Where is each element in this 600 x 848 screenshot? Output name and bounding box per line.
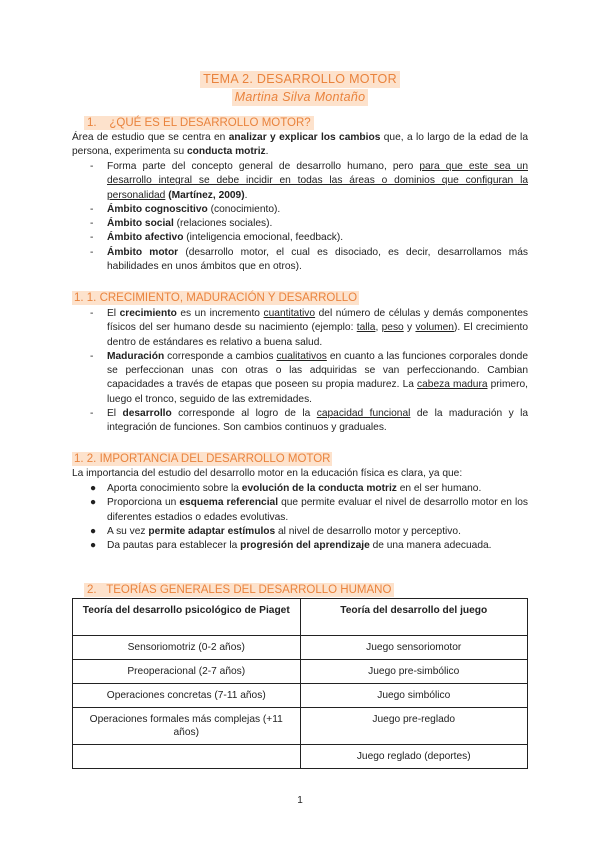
table-header-row [73, 599, 528, 636]
table-cell: Juego simbólico [300, 684, 528, 708]
section-1-2-list [72, 482, 528, 553]
table-cell: Juego pre-reglado [300, 708, 528, 745]
document-author: Martina Silva Montaño [232, 89, 369, 106]
table-cell: Juego pre-simbólico [300, 660, 528, 684]
list-item: ● A su vez permite adaptar estímulos al nivel de desarrollo motor y perceptivo. [72, 525, 528, 539]
table-cell: Preoperacional (2-7 años) [73, 660, 301, 684]
section-number: 1. [87, 117, 97, 129]
table-cell: Juego reglado (deportes) [300, 745, 528, 769]
list-item: - Ámbito afectivo (inteligencia emocional, feedback). [72, 231, 528, 245]
list-item: - Forma parte del concepto general de desarrollo humano, pero para que este sea un desarrollo integral se debe incidir en todas las áreas o dominios que configuran la personalidad (Martínez, 2009). [90, 161, 528, 201]
list-item: - Ámbito cognoscitivo (conocimiento). [72, 203, 528, 217]
table-row [73, 636, 528, 660]
round-bullet: ● [90, 483, 97, 494]
section-2-heading [84, 583, 394, 597]
list-item: - Ámbito social (relaciones sociales). [72, 217, 528, 231]
table-row [73, 684, 528, 708]
dash-bullet: - [90, 161, 94, 172]
section-1-2-intro: La importancia del estudio del desarrollo motor en la educación física es clara, ya que: [72, 468, 463, 479]
list-item: - Ámbito motor (desarrollo motor, el cual es disociado, es decir, desarrollamos más habilidades en unos ámbitos que en otros). [90, 246, 529, 273]
table-row [73, 660, 528, 684]
dash-bullet: - [90, 218, 94, 230]
title-block [0, 70, 600, 106]
table-cell: Sensoriomotriz (0-2 años) [73, 636, 301, 660]
dash-bullet: - [90, 308, 94, 319]
theories-table [72, 598, 528, 769]
section-1-list [72, 160, 528, 274]
list-item: ● Proporciona un esquema referencial que permite evaluar el nivel de desarrollo motor en los diferentes estadios o edades evolutivas. [90, 497, 528, 523]
section-1-1-heading: 1. 1. CRECIMIENTO, MADURACIÓN Y DESARROLLO [74, 292, 358, 304]
section-1-1-list [72, 307, 528, 436]
section-1-2-heading: 1. 2. IMPORTANCIA DEL DESARROLLO MOTOR [74, 453, 331, 465]
round-bullet: ● [90, 540, 97, 552]
list-item: - Maduración corresponde a cambios cualitativos en cuanto a las funciones corporales donde se perfeccionan unas con otras o las adquiridas se van perfeccionando. Cambian capacidades a través de etapas que poseen su propia madurez. La cabeza madura primero, luego el tronco, seguido de las extremidades. [90, 350, 528, 405]
document-title: TEMA 2. DESARROLLO MOTOR [200, 71, 400, 88]
table-cell: Operaciones formales más complejas (+11 años) [73, 708, 301, 745]
table-header-cell: Teoría del desarrollo del juego [300, 599, 528, 636]
dash-bullet: - [90, 246, 94, 258]
list-item: - El desarrollo corresponde al logro de la capacidad funcional de la maduración y la integración de funciones. Son cambios continuos y graduales. [90, 408, 529, 434]
table-cell [73, 745, 301, 769]
section-1-intro: Área de estudio que se centra en analizar y explicar los cambios que, a lo largo de la edad de la persona, experimenta su conducta motriz. [72, 132, 528, 158]
dash-bullet: - [90, 203, 94, 215]
table-cell: Juego sensoriomotor [300, 636, 528, 660]
table-cell: Operaciones concretas (7-11 años) [73, 684, 301, 708]
list-item: - El crecimiento es un incremento cuantitativo del número de células y demás componentes físicos del ser humano desde su nacimiento (ejemplo: talla, peso y volumen). El crecimiento dentro de estándares es relativo a buena salud. [90, 308, 528, 348]
round-bullet: ● [90, 525, 97, 537]
section-title: TEORÍAS GENERALES DEL DESARROLLO HUMANO [106, 584, 392, 596]
list-item: ● Da pautas para establecer la progresión del aprendizaje de una manera adecuada. [72, 539, 528, 553]
list-item: ● Aporta conocimiento sobre la evolución de la conducta motriz en el ser humano. [72, 482, 528, 496]
round-bullet: ● [90, 497, 97, 509]
table-header-cell: Teoría del desarrollo psicológico de Piaget [73, 599, 301, 636]
table-row [73, 745, 528, 769]
dash-bullet: - [90, 232, 94, 244]
section-number: 2. [87, 584, 97, 596]
section-1-heading [84, 116, 314, 130]
dash-bullet: - [90, 408, 94, 420]
table-row [73, 708, 528, 745]
dash-bullet: - [90, 350, 94, 362]
page-number: 1 [297, 795, 303, 806]
section-title: ¿QUÉ ES EL DESARROLLO MOTOR? [109, 117, 311, 129]
